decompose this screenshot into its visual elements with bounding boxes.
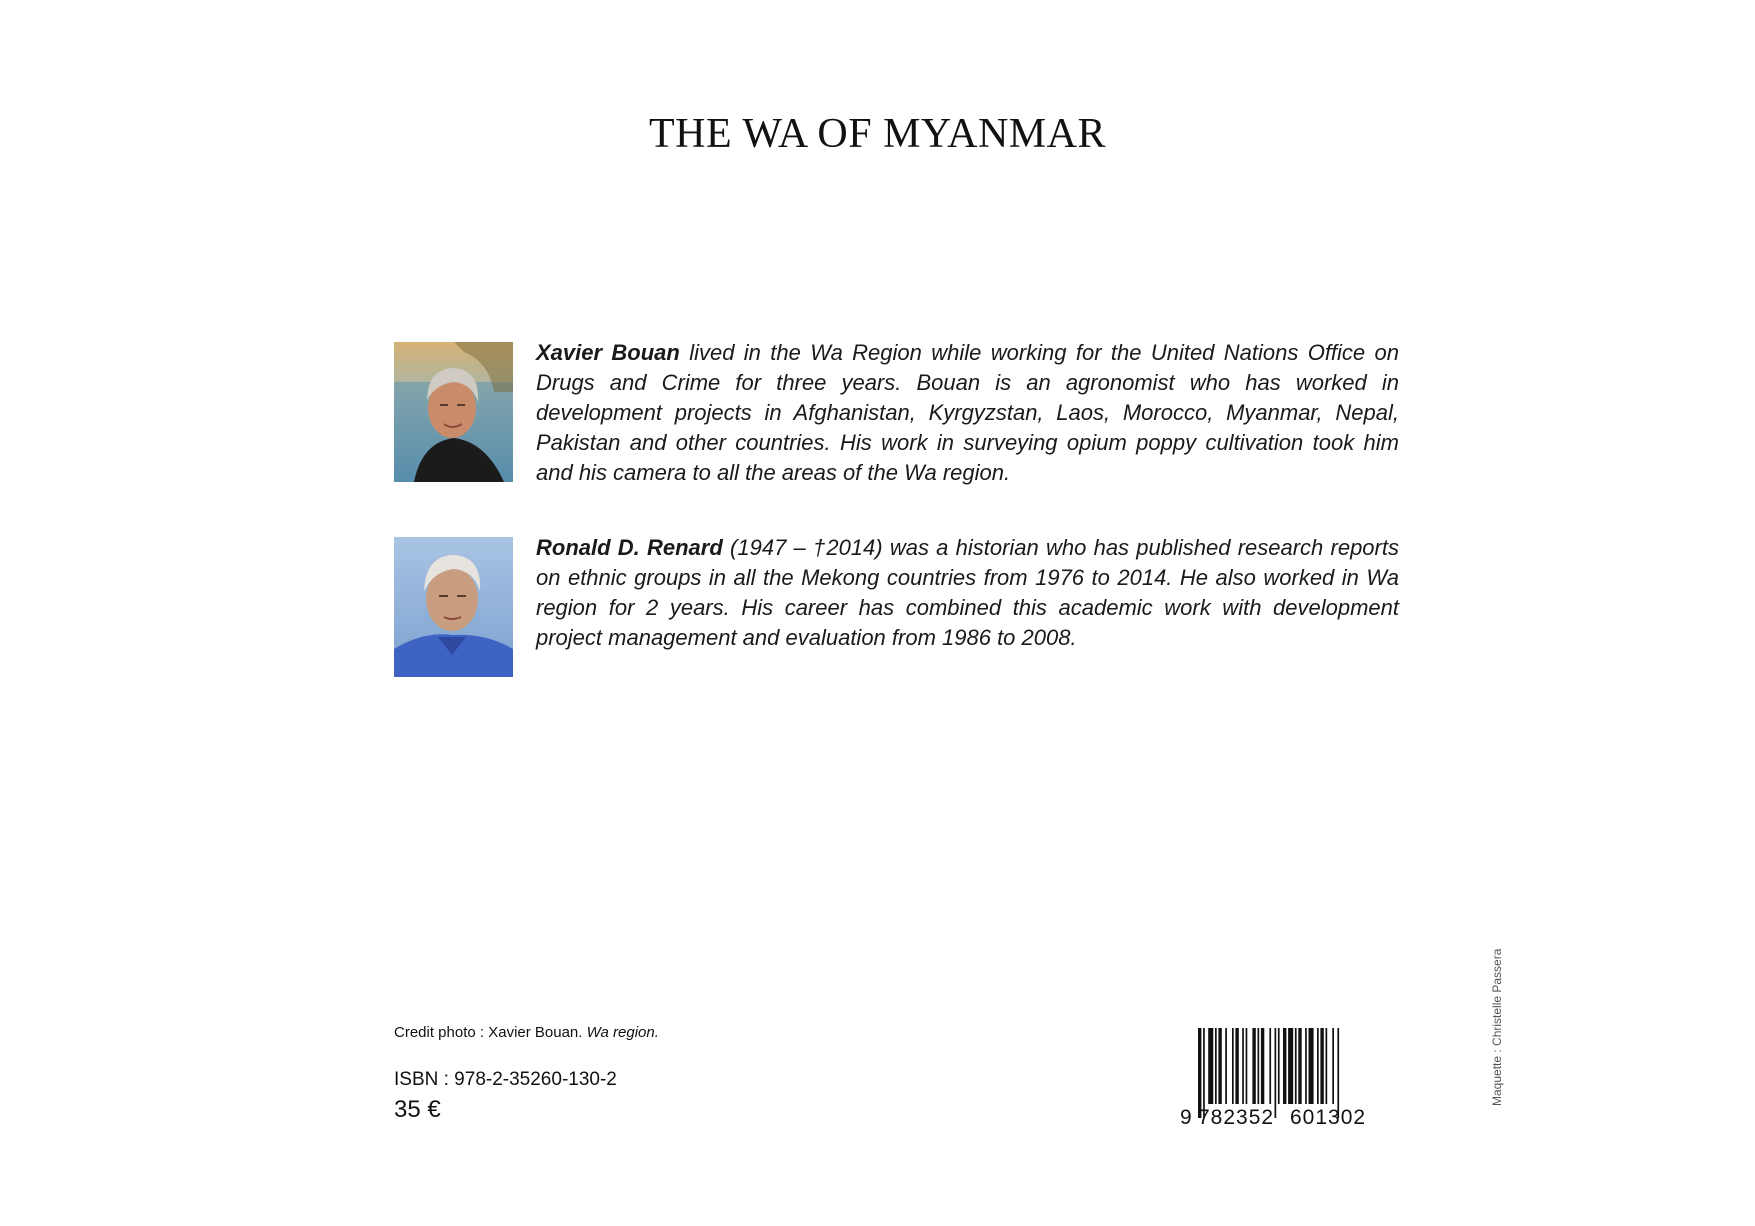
author-photo-ronald-renard bbox=[394, 537, 513, 677]
book-title: THE WA OF MYANMAR bbox=[649, 111, 1106, 157]
barcode-bar bbox=[1252, 1028, 1255, 1104]
barcode-bar bbox=[1298, 1028, 1301, 1104]
maquette-credit: Maquette : Christelle Passera bbox=[1490, 948, 1504, 1106]
barcode-bar bbox=[1278, 1028, 1280, 1104]
photo-credit bbox=[394, 1024, 659, 1041]
barcode-first-digit: 9 bbox=[1180, 1106, 1192, 1126]
author-photo-xavier-bouan bbox=[394, 342, 513, 482]
barcode-bar bbox=[1309, 1028, 1314, 1104]
author-bio-body: (1947 – †2014) was a historian who has published research reports on ethnic groups in all the Mekong countries from 1976 to 2014. He also worked in Wa region for 2 years. His career has combined this academic work with development project management and evaluation from 1986 to 2008. bbox=[536, 535, 1399, 650]
barcode-bar bbox=[1232, 1028, 1234, 1104]
photo-credit-location: Wa region. bbox=[586, 1024, 659, 1041]
barcode-digits-right: 601302 bbox=[1290, 1106, 1367, 1126]
author-bio-body: lived in the Wa Region while working for the United Nations Office on Drugs and Crime for three years. Bouan is an agronomist who has worked in development projects in Afghanistan, Kyrgyzstan, Laos, Morocco, Myanmar, Nepal, Pakistan and other countries. His work in surveying opium poppy cultivation took him and his camera to all the areas of the Wa region. bbox=[536, 340, 1399, 485]
barcode-bar bbox=[1295, 1028, 1297, 1104]
barcode-digits-left: 782352 bbox=[1198, 1106, 1275, 1126]
barcode-bar bbox=[1275, 1028, 1277, 1118]
barcode-bar bbox=[1269, 1028, 1271, 1104]
author-name: Xavier Bouan bbox=[536, 340, 680, 365]
price: 35 € bbox=[394, 1096, 441, 1123]
author-bio-text bbox=[536, 533, 1399, 653]
barcode-bar bbox=[1235, 1028, 1238, 1104]
barcode-bar bbox=[1288, 1028, 1293, 1104]
barcode-bar bbox=[1208, 1028, 1213, 1104]
barcode-bar bbox=[1317, 1028, 1319, 1104]
barcode-bar bbox=[1326, 1028, 1328, 1104]
photo-credit-prefix: Credit photo : Xavier Bouan. bbox=[394, 1024, 587, 1041]
barcode-bar bbox=[1305, 1028, 1307, 1104]
barcode-bar bbox=[1332, 1028, 1334, 1104]
isbn: ISBN : 978-2-35260-130-2 bbox=[394, 1069, 617, 1090]
barcode-bar bbox=[1283, 1028, 1286, 1104]
barcode-bar bbox=[1203, 1028, 1205, 1118]
barcode-bar bbox=[1215, 1028, 1217, 1104]
author-name: Ronald D. Renard bbox=[536, 535, 723, 560]
barcode-bar bbox=[1337, 1028, 1339, 1118]
isbn-barcode bbox=[1176, 1028, 1386, 1126]
barcode-bar bbox=[1261, 1028, 1264, 1104]
barcode-bar bbox=[1218, 1028, 1221, 1104]
barcode-bar bbox=[1198, 1028, 1201, 1118]
author-bio-text bbox=[536, 338, 1399, 488]
barcode-bar bbox=[1320, 1028, 1323, 1104]
barcode-bar bbox=[1246, 1028, 1248, 1104]
barcode-bar bbox=[1242, 1028, 1244, 1104]
barcode-bar bbox=[1258, 1028, 1260, 1104]
barcode-bar bbox=[1225, 1028, 1227, 1104]
